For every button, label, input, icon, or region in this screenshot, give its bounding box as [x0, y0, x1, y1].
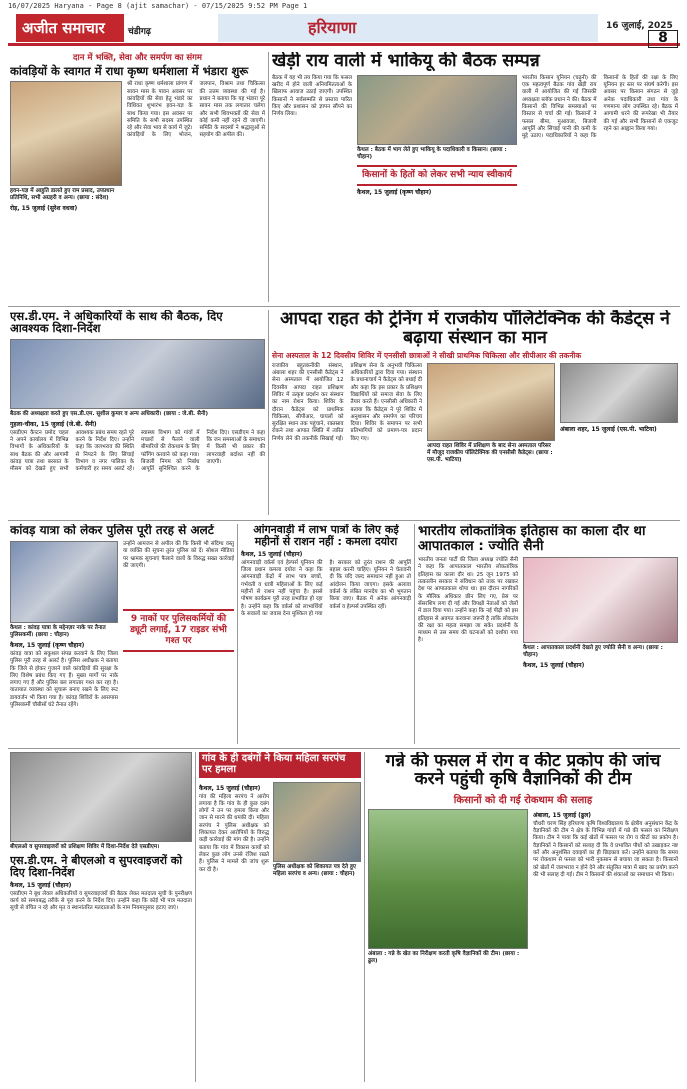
- newspaper-logo: अजीत समाचार: [16, 14, 124, 42]
- story-byline: कैथल, 15 जुलाई (कृष्ण चौहान): [10, 641, 85, 649]
- story-photo: [10, 81, 122, 186]
- story-body: भारतीय जनता पार्टी की जिला अध्यक्ष ज्योति सैनी ने कहा कि आपातकाल भारतीय लोकतांत्रिक इतिहास का काला दौर था। 25 जून 1975 को तत्कालीन सरकार ने संविधान को ताक पर रखकर देश पर आपातकाल थोपा था। इस दौरान नागरिकों के मौलिक अधिकार छीन लिए गए, प्रेस पर सेंसरशिप लगा दी गई और विपक्षी नेताओं को जेलों में डाल दिया गया। उन्होंने कहा कि नई पीढ़ी को इस इतिहास से अवगत करवाना जरूरी है ताकि लोकतंत्र की रक्षा का महत्व समझा जा सके। प्रदर्शनी के माध्यम से उस समय की घटनाओं को दर्शाया गया है।: [418, 557, 518, 644]
- story-deck: सेना अस्पताल के 12 दिवसीय शिविर में एनसीसी छात्राओं ने सीखी प्राथमिक चिकित्सा और सीपीआर की तकनीक: [272, 350, 582, 360]
- column-rule: [268, 52, 269, 302]
- story-headline: गांव के ही दबंगों ने किया महिला सरपंच पर हमला: [199, 752, 361, 778]
- story-photo: [368, 809, 528, 949]
- story-byline: कैथल, 15 जुलाई (चौहान): [10, 881, 72, 889]
- section-title: हरियाणा: [218, 14, 598, 42]
- story-photo: [357, 75, 517, 145]
- story-byline: कैथल, 15 जुलाई (चौहान): [199, 784, 261, 792]
- page-number: 8: [648, 30, 678, 48]
- story-kanwar-bhandara: [10, 52, 265, 302]
- pull-quote: 9 नाकों पर पुलिसकर्मियों की ड्यूटी लगाई, 17 राइडर संभी गश्त पर: [123, 609, 234, 652]
- photo-caption: कैथल : आपातकाल प्रदर्शनी देखते हुए ज्योति सैनी व अन्य। (छाया : चौहान): [523, 645, 663, 659]
- story-byline: अंबाला शहर, 15 जुलाई (एस.पी. भाटिया): [560, 425, 657, 433]
- column-rule: [414, 524, 415, 744]
- story-body: एसडीएम ने बूथ लेवल अधिकारियों व सुपरवाइजरों की बैठक लेकर मतदाता सूची के पुनरीक्षण कार्य को समयबद्ध तरीके से पूरा करने के निर्देश दिए। उन्होंने कहा कि कोई भी पात्र मतदाता सूची से वंचित न रहे और मृत व स्थानांतरित मतदाताओं के नाम नियमानुसार हटाए जाएं।: [10, 890, 192, 912]
- story-byline: कैथल, 15 जुलाई (कृष्ण चौहान): [357, 188, 432, 196]
- story-body-2: उन्होंने आमजन से अपील की कि किसी भी संदिग्ध वस्तु या व्यक्ति की सूचना तुरंत पुलिस को दें। सोशल मीडिया पर भ्रामक सूचनाएं फैलाने वालों के विरुद्ध सख्त कार्रवाई की जाएगी।: [123, 540, 234, 569]
- column-rule: [237, 524, 238, 744]
- story-byline: कैथल, 15 जुलाई (चौहान): [523, 662, 585, 670]
- story-sdm-blo: [10, 752, 192, 1082]
- story-headline: खेड़ी राय वाली में भाकियू की बैठक सम्पन्न: [272, 52, 540, 71]
- story-photo-2: [560, 363, 678, 423]
- story-photo: [10, 541, 118, 623]
- story-byline: गुहला-चीका, 15 जुलाई (जे.बी. सैनी): [10, 420, 97, 428]
- story-photo: [427, 363, 555, 441]
- story-body: भारतीय किसान यूनियन (चढ़ूनी) की एक महत्वपूर्ण बैठक गांव खेड़ी राय वाली में आयोजित की गई जिसकी अध्यक्षता ब्लॉक प्रधान ने की। बैठक में किसानों की विभिन्न समस्याओं पर विस्तार से चर्चा की गई। किसानों ने फसल बीमा, मुआवजा, बिजली आपूर्ति और सिंचाई पानी की कमी के मुद्दे उठाए। पदाधिकारियों ने कहा कि किसानों के हितों की रक्षा के लिए यूनियन हर स्तर पर संघर्ष करेगी। इस अवसर पर किसान संगठन से जुड़े अनेक पदाधिकारी तथा गांव के गणमान्य लोग उपस्थित रहे। बैठक में आगामी धरने की रूपरेखा भी तैयार की गई और सभी किसानों से एकजुट रहने का आह्वान किया गया।: [522, 74, 678, 140]
- story-anganwadi: [241, 524, 411, 744]
- story-headline: भारतीय लोकतांत्रिक इतिहास का काला दौर था आपातकाल : ज्योति सैनी: [418, 524, 646, 554]
- story-photo: [523, 557, 678, 643]
- story-emergency: [418, 524, 678, 744]
- masthead: [8, 12, 680, 46]
- story-body: कांवड़ यात्रा को सकुशल संपन्न करवाने के लिए जिला पुलिस पूरी तरह से अलर्ट है। पुलिस अधीक्षक ने बताया कि जिले से होकर गुजरने वाले कांवड़ियों की सुरक्षा के लिए विशेष प्रबंध किए गए हैं। मुख्य मार्गों पर नाके लगाए गए हैं और पुलिस बल लगातार गश्त कर रहा है। यातायात व्यवस्था को सुचारू बनाए रखने के लिए रूट डायवर्जन भी किया गया है। कांवड़ शिविरों के आसपास पुलिसकर्मी चौबीसों घंटे तैनात रहेंगे।: [10, 650, 118, 709]
- photo-caption: कैथल : कांवड़ यात्रा के मद्देनज़र नाके पर तैनात पुलिसकर्मी। (छाया : चौहान): [10, 624, 106, 638]
- issue-date: 16 जुलाई, 2025: [606, 21, 673, 31]
- story-photo: [10, 752, 192, 842]
- story-bhakiyu-meeting: [272, 52, 678, 304]
- photo-caption: आपदा राहत शिविर में प्रशिक्षण के बाद सेना अस्पताल परिसर में मौजूद राजकीय पॉलिटेक्निक की एनसीसी कैडेट्स। (छाया : एस.पी. भाटिया): [427, 442, 553, 463]
- story-body-col1: बैठक में यह भी तय किया गया कि फसल खरीद में होने वाली अनियमितताओं के खिलाफ आवाज उठाई जाएगी। उपस्थित किसानों ने सर्वसम्मति से प्रस्ताव पारित किए और प्रशासन को ज्ञापन सौंपने का निर्णय लिया।: [272, 74, 352, 118]
- column-rule: [268, 310, 269, 515]
- story-photo: [273, 782, 361, 862]
- story-kicker: दान में भक्ति, सेवा और समर्पण का संगम: [72, 53, 203, 63]
- story-headline: एस.डी.एम. ने अधिकारियों के साथ की बैठक, दिए आवश्यक दिशा-निर्देश: [10, 310, 223, 336]
- photo-caption: बीएलओ व सुपरवाइजरों को प्रशिक्षण शिविर में दिशा-निर्देश देते एसडीएम।: [10, 844, 160, 850]
- story-body: आंगनवाड़ी वर्कर्स एवं हेल्पर्स यूनियन की जिला प्रधान कमला दयोरा ने कहा कि आंगनवाड़ी केंद्रों में लाभ पात्र बच्चों, गर्भवती व धात्री महिलाओं के लिए कई महीनों से राशन नहीं पहुंचा है। इससे पोषण कार्यक्रम पूरी तरह प्रभावित हो रहा है। उन्होंने कहा कि वर्कर्स को लाभार्थियों के सवालों का जवाब देना मुश्किल हो गया है। सरकार को तुरंत राशन की आपूर्ति बहाल करनी चाहिए। यूनियन ने चेतावनी दी कि यदि जल्द समाधान नहीं हुआ तो आंदोलन किया जाएगा। इसके अलावा वर्कर्स के लंबित मानदेय का भी भुगतान किया जाए। बैठक में अनेक आंगनवाड़ी वर्कर्स व हेल्पर्स उपस्थित रहीं।: [241, 559, 411, 617]
- section-rule: [8, 306, 680, 307]
- story-body: चौधरी चरण सिंह हरियाणा कृषि विश्वविद्यालय के क्षेत्रीय अनुसंधान केंद्र के वैज्ञानिकों की टीम ने क्षेत्र के विभिन्न गांवों में गन्ने की फसल का निरीक्षण किया। टीम ने पाया कि कई खेतों में फसल पर रोग व कीटों का प्रकोप है। वैज्ञानिकों ने किसानों को सलाह दी कि वे प्रभावित पौधों को उखाड़कर नष्ट करें और अनुशंसित दवाइयों का ही छिड़काव करें। उन्होंने बताया कि समय पर रोकथाम से फसल को भारी नुकसान से बचाया जा सकता है। किसानों को खेतों में जलभराव न होने देने और संतुलित मात्रा में खाद का प्रयोग करने की भी सलाह दी गई। टीम ने किसानों की शंकाओं का समाधान भी किया।: [533, 820, 678, 878]
- section-rule: [8, 748, 680, 749]
- story-headline: आपदा राहत की ट्रेनिंग में राजकीय पॉलिटेक्निक की कैडेट्स ने बढ़ाया संस्थान का मान: [280, 310, 670, 348]
- story-byline: रोड़, 15 जुलाई (सुरेश वधवा): [10, 205, 78, 213]
- story-body: श्री राधा कृष्ण धर्मशाला प्रांगण में सावन मास के पावन अवसर पर कांवड़ियों की सेवा हेतु भंडारे का विधिवत शुभारंभ हवन-यज्ञ के साथ किया गया। इस अवसर पर समिति के सभी सदस्य उपस्थित रहे और सेवा भाव से कार्य में जुटे। कांवड़ियों के लिए भोजन, जलपान, विश्राम तथा चिकित्सा की उत्तम व्यवस्था की गई है। प्रधान ने बताया कि यह भंडारा पूरे सावन मास तक लगातार चलेगा और सभी शिवभक्तों की सेवा में कोई कमी नहीं रहने दी जाएगी। समिति के सदस्यों ने श्रद्धालुओं से सहयोग की अपील की।: [127, 81, 265, 139]
- story-sugarcane: [368, 752, 678, 1082]
- section-rule: [8, 520, 680, 521]
- story-headline: कांवड़ यात्रा को लेकर पुलिस पूरी तरह से अलर्ट: [10, 524, 214, 537]
- story-body: एसडीएम कैप्टन प्रमोद चहल ने अपने कार्यालय में विभिन्न विभागों के अधिकारियों के साथ बैठक की और आगामी कांवड़ यात्रा तथा बरसात के मौसम को देखते हुए सभी आवश्यक प्रबंध समय रहते पूरे करने के निर्देश दिए। उन्होंने कहा कि जलभराव की स्थिति से निपटने के लिए सिंचाई विभाग व नगर पालिका के कर्मचारी हर समय अलर्ट रहें। स्वास्थ्य विभाग को गांवों में मच्छरों से फैलने वाली बीमारियों की रोकथाम के लिए फॉगिंग करवाने को कहा गया। बिजली निगम को निर्बाध आपूर्ति सुनिश्चित करने के निर्देश दिए। एसडीएम ने कहा कि जन समस्याओं के समाधान में किसी भी प्रकार की लापरवाही बर्दाश्त नहीं की जाएगी।: [10, 429, 265, 473]
- story-body: राजकीय बहुतकनीकी संस्थान, अंबाला शहर की एनसीसी कैडेट्स ने सेना अस्पताल में आयोजित 12 दिवसीय आपदा राहत प्रशिक्षण शिविर में उत्कृष्ट प्रदर्शन कर संस्थान का नाम रोशन किया। शिविर के दौरान कैडेट्स को प्राथमिक चिकित्सा, सीपीआर, घायलों को सुरक्षित स्थान तक पहुंचाने, रक्तस्राव रोकने तथा आपात स्थिति में त्वरित निर्णय लेने की तकनीकें सिखाई गईं। प्रशिक्षण सेना के अनुभवी चिकित्सा अधिकारियों द्वारा दिया गया। संस्थान के प्रधानाचार्य ने कैडेट्स को बधाई दी और कहा कि इस प्रकार के प्रशिक्षण विद्यार्थियों को समाज सेवा के लिए तैयार करते हैं। एनसीसी अधिकारी ने बताया कि कैडेट्स ने पूरे शिविर में अनुशासन और समर्पण का परिचय दिया। शिविर के समापन पर सभी प्रतिभागियों को प्रमाण-पत्र प्रदान किए गए।: [272, 362, 422, 442]
- story-polytechnic-cadets: [272, 310, 678, 515]
- column-rule: [195, 752, 196, 1082]
- print-slug: 16/07/2025 Haryana - Page 8 (ajit samachar) - 07/15/2025 9:52 PM Page 1: [8, 2, 308, 10]
- story-byline: कैथल, 15 जुलाई (चौहान): [241, 550, 303, 558]
- photo-caption: पुलिस अधीक्षक को शिकायत पत्र देते हुए महिला सरपंच व अन्य। (छाया : चौहान): [273, 863, 357, 877]
- story-headline: एस.डी.एम. ने बीएलओ व सुपरवाइजरों को दिए दिशा-निर्देश: [10, 854, 183, 879]
- story-deck: किसानों को दी गई रोकथाम की सलाह: [453, 794, 593, 806]
- photo-caption: अंबाला : गन्ने के खेत का निरीक्षण करती कृषि वैज्ञानिकों की टीम। (छाया : ढुल): [368, 950, 520, 964]
- story-photo: [10, 339, 265, 409]
- column-rule: [364, 752, 365, 1082]
- story-headline: कांवड़ियों के स्वागत में राधा कृष्ण धर्मशाला में भंडारा शुरू: [10, 64, 249, 78]
- story-body: गांव की महिला सरपंच ने आरोप लगाया है कि गांव के ही कुछ दबंग लोगों ने उन पर हमला किया और जान से मारने की धमकी दी। महिला सरपंच ने पुलिस अधीक्षक को शिकायत देकर आरोपियों के विरुद्ध कड़ी कार्रवाई की मांग की है। उन्होंने बताया कि गांव में विकास कार्यों को लेकर कुछ लोग उनसे रंजिश रखते हैं। पुलिस ने मामले की जांच शुरू कर दी है।: [199, 793, 269, 873]
- story-sdm-meeting: [10, 310, 265, 515]
- story-headline: गन्ने की फसल में रोग व कीट प्रकोप की जांच करने पहुंची कृषि वैज्ञानिकों की टीम: [385, 752, 661, 790]
- pull-quote: किसानों के हितों को लेकर सभी न्याय स्वीकार्य: [357, 165, 517, 186]
- story-kanwar-police: [10, 524, 234, 744]
- photo-caption: हवन-यज्ञ में आहुति डालते हुए राम प्रसाद, उपप्रधान प्रतिनिधि, सभी अग्रहरी व अन्य। (छाया : संदेश): [10, 188, 115, 202]
- story-byline: अंबाला, 15 जुलाई (ढुल): [533, 811, 592, 819]
- photo-caption: बैठक की अध्यक्षता करते हुए एस.डी.एम. सुशील कुमार व अन्य अधिकारी। (छाया : जे.बी. सैनी): [10, 410, 209, 417]
- edition-city: चंडीगढ़: [128, 27, 151, 37]
- story-headline: आंगनवाड़ी में लाभ पात्रों के लिए कई महीनों से राशन नहीं : कमला दयोरा: [253, 524, 399, 548]
- story-woman-sarpanch: [199, 752, 361, 1082]
- photo-caption: कैथल : बैठक में भाग लेते हुए भाकियू के पदाधिकारी व किसान। (छाया : चौहान): [357, 146, 507, 160]
